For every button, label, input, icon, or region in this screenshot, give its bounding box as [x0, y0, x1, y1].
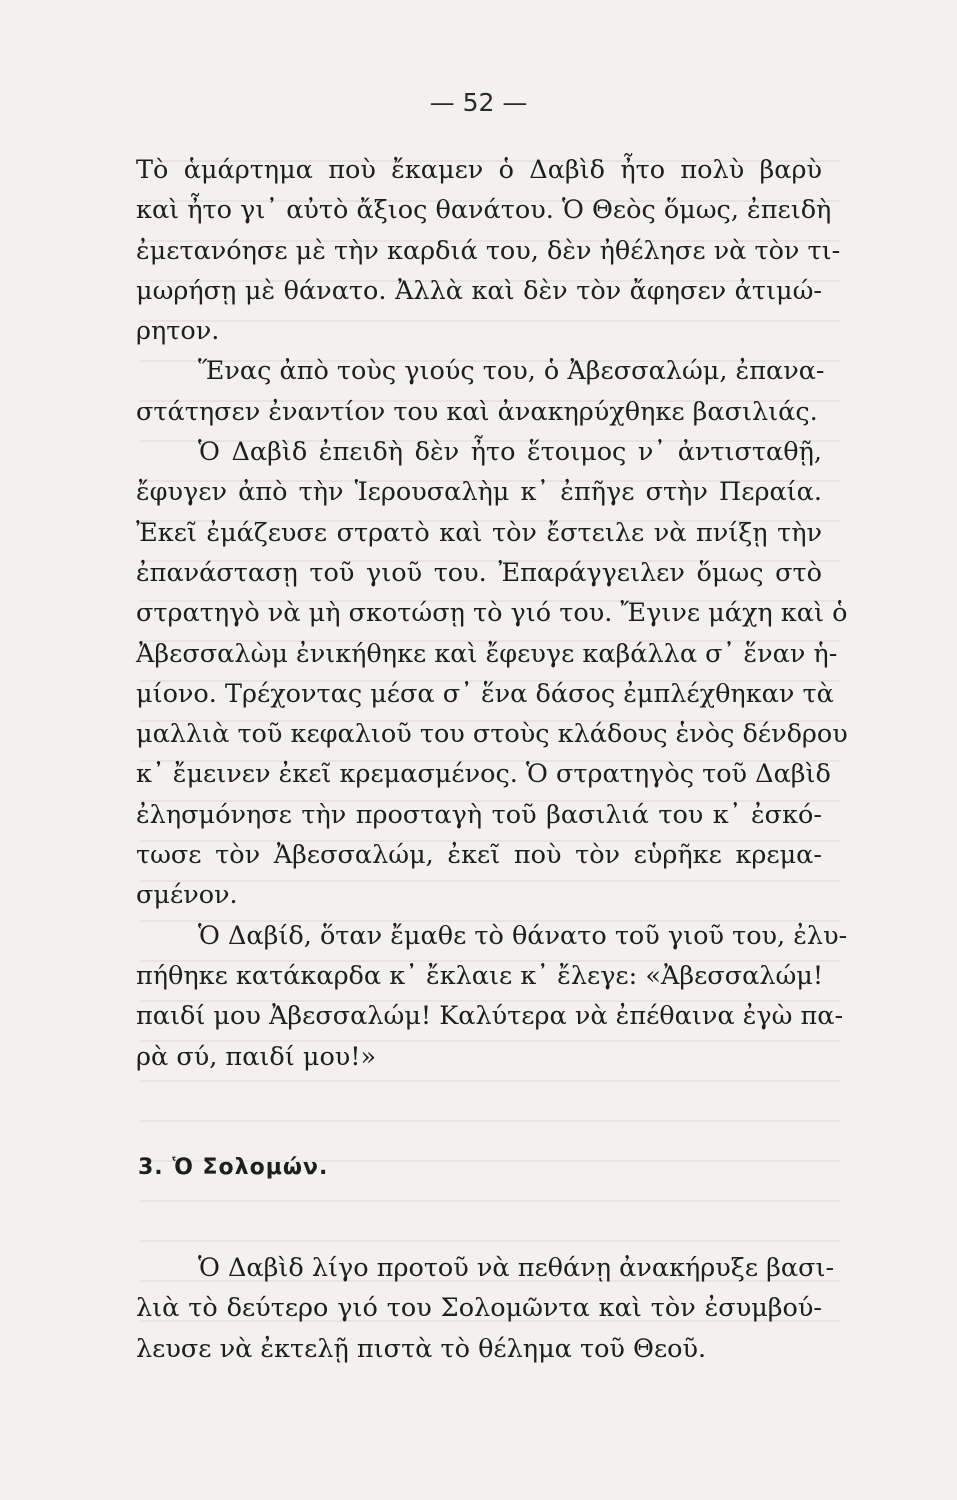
closing-text-block [136, 1248, 835, 1369]
text-line: ἐλησμόνησε τὴν προσταγὴ τοῦ βασιλιά του κ᾽ ἐσκό- [136, 799, 822, 830]
text-line: μαλλιὰ τοῦ κεφαλιοῦ του στοὺς κλάδους ἑνὸς δένδρου [136, 719, 848, 750]
page-number: — 52 — [429, 88, 528, 117]
text-line: Ἕνας ἀπὸ τοὺς γιούς του, ὁ Ἀβεσσαλώμ, ἐπανα- [198, 356, 825, 387]
text-line: παιδί μου Ἀβεσσαλώμ! Καλύτερα νὰ ἐπέθαινα ἐγὼ πα- [136, 1001, 844, 1032]
text-line: Ὁ Δαβὶδ λίγο προτοῦ νὰ πεθάνῃ ἀνακήρυξε βασι- [198, 1253, 835, 1283]
text-line: μίονο. Τρέχοντας μέσα σ᾽ ἕνα δάσος ἐμπλέχθηκαν τὰ [136, 678, 834, 709]
text-line: ρητον. [136, 316, 220, 347]
text-line: Τὸ ἁμάρτημα ποὺ ἔκαμεν ὁ Δαβὶδ ἦτο πολὺ βαρὺ [136, 155, 822, 185]
text-line: Ἀβεσσαλὼμ ἐνικήθηκε καὶ ἔφευγε καβάλλα σ᾽ ἕναν ἡ- [136, 638, 838, 669]
text-line: στάτησεν ἐναντίον του καὶ ἀνακηρύχθηκε βασιλιάς. [136, 396, 818, 427]
text-line: Ὁ Δαβίδ, ὅταν ἔμαθε τὸ θάνατο τοῦ γιοῦ του, ἐλυ- [198, 920, 848, 951]
section-heading: 3. Ὁ Σολομών. [138, 1155, 329, 1180]
text-line: σμένον. [136, 880, 238, 911]
text-line: λευσε νὰ ἐκτελῇ πιστὰ τὸ θέλημα τοῦ Θεοῦ. [136, 1333, 707, 1364]
text-line: ἐμετανόησε μὲ τὴν καρδιά του, δὲν ἠθέλησε νὰ τὸν τι- [136, 235, 841, 266]
text-line: λιὰ τὸ δεύτερο γιό του Σολομῶντα καὶ τὸν ἐσυμβού- [136, 1293, 822, 1324]
text-line: πήθηκε κατάκαρδα κ᾽ ἔκλαιε κ᾽ ἔλεγε: «Ἀβεσσαλώμ! [136, 960, 824, 991]
text-line: καὶ ἦτο γι᾽ αὐτὸ ἄξιος θανάτου. Ὁ Θεὸς ὅμως, ἐπειδὴ [136, 195, 832, 226]
text-line: κ᾽ ἔμεινεν ἐκεῖ κρεμασμένος. Ὁ στρατηγὸς τοῦ Δαβὶδ [136, 759, 831, 790]
text-line: μωρήσῃ μὲ θάνατο. Ἀλλὰ καὶ δὲν τὸν ἄφησεν ἀτιμώ- [136, 275, 822, 306]
main-text-block [136, 150, 848, 1077]
text-line: ἔφυγεν ἀπὸ τὴν Ἱερουσαλὴμ κ᾽ ἐπῆγε στὴν Περαία. [136, 477, 822, 508]
text-line: τωσε τὸν Ἀβεσσαλώμ, ἐκεῖ ποὺ τὸν εὑρῆκε κρεμα- [136, 840, 822, 871]
text-line: ρὰ σύ, παιδί μου!» [136, 1041, 377, 1072]
text-line: Ἐκεῖ ἐμάζευσε στρατὸ καὶ τὸν ἔστειλε νὰ πνίξῃ τὴν [136, 517, 822, 548]
text-line: ἐπανάστασῃ τοῦ γιοῦ του. Ἐπαράγγειλεν ὅμως στὸ [136, 557, 822, 588]
text-line: Ὁ Δαβὶδ ἐπειδὴ δὲν ἦτο ἕτοιμος ν᾽ ἀντισταθῇ, [198, 437, 822, 468]
text-line: στρατηγὸ νὰ μὴ σκοτώσῃ τὸ γιό του. Ἔγινε μάχη καὶ ὁ [136, 598, 848, 629]
